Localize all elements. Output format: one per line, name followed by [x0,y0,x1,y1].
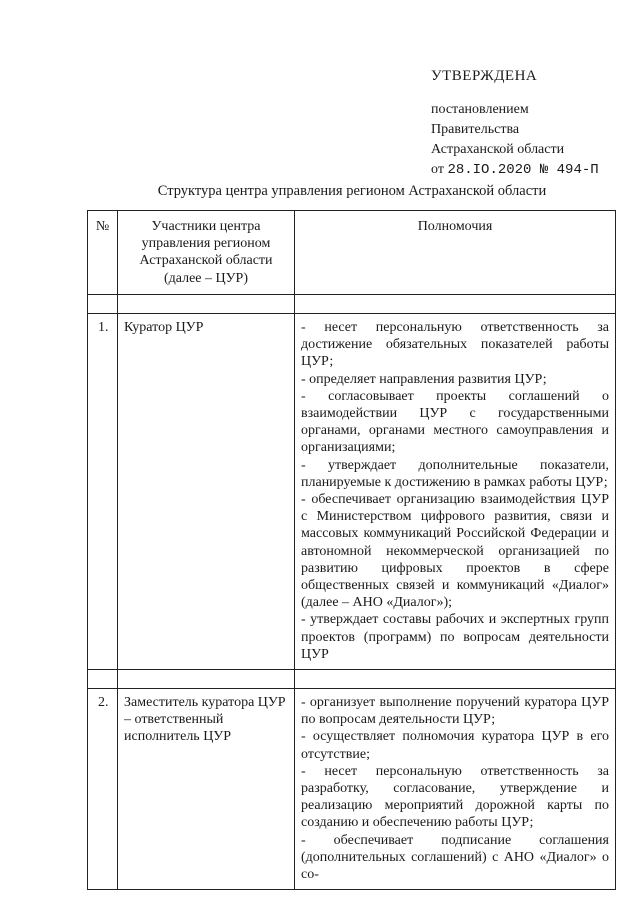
power-item: - утверждает дополнительные показатели, планируемые к достижению в рамках работы ЦУР; [301,457,609,490]
row-participant: Заместитель куратора ЦУР – ответственный исполнитель ЦУР [118,689,295,890]
table-row [88,689,616,890]
table-gap-row [88,295,616,314]
power-item: - обеспечивает организацию взаимодействия ЦУР с Министерством цифрового развития, связи и массовых коммуникаций Российской Федерации и автономной некоммерческой организацией по развитию цифровых проектов в сфере общественных связей и коммуникаций «Диалог» (далее – АНО «Диалог»); [301,492,609,611]
approval-line-region: Астраханской области [431,142,565,157]
gap-cell [88,670,118,689]
document-title: Структура центра управления регионом Астраханской области [157,183,547,199]
power-item: - определяет направления развития ЦУР; [301,371,547,387]
row-powers [295,689,616,890]
approval-stamp [431,66,599,180]
approval-date-number: 28.IO.2020 № 494-П [447,162,599,178]
gap-cell [118,670,295,689]
table-gap-row [88,670,616,689]
gap-cell [295,295,616,314]
power-item: - несет персональную ответственность за разработку, согласование, утверждение и реализацию мероприятий дорожной карты по созданию и обеспечению работы ЦУР; [301,763,609,831]
power-item: - обеспечивает подписание соглашения (дополнительных соглашений) с АНО «Диалог» о со- [301,832,609,883]
row-number: 1. [88,314,118,670]
header-number: № [88,211,118,295]
approval-line-resolution: постановлением [431,102,529,117]
power-item: - утверждает составы рабочих и экспертных групп проектов (программ) по вопросам деятельности ЦУР [301,612,609,662]
structure-table [87,210,616,890]
approval-title: УТВЕРЖДЕНА [431,68,538,84]
header-participants: Участники центра управления регионом Астраханской области (далее – ЦУР) [118,211,295,295]
approval-line-government: Правительства [431,122,520,137]
power-item: - согласовывает проекты соглашений о взаимодействии ЦУР с государственными органами, органами местного самоуправления и организациями; [301,388,609,456]
header-powers: Полномочия [295,211,616,295]
row-powers [295,314,616,670]
table-header-row [88,211,616,295]
table-row [88,314,616,670]
gap-cell [88,295,118,314]
gap-cell [295,670,616,689]
approval-date-prefix: от [431,162,444,177]
power-item: - организует выполнение поручений куратора ЦУР по вопросам деятельности ЦУР; [301,695,609,728]
row-participant: Куратор ЦУР [118,314,295,670]
gap-cell [118,295,295,314]
row-number: 2. [88,689,118,890]
power-item: - несет персональную ответственность за достижение обязательных показателей работы ЦУР; [301,320,609,370]
approval-date-line [431,160,599,180]
power-item: - осуществляет полномочия куратора ЦУР в его отсутствие; [301,729,609,762]
